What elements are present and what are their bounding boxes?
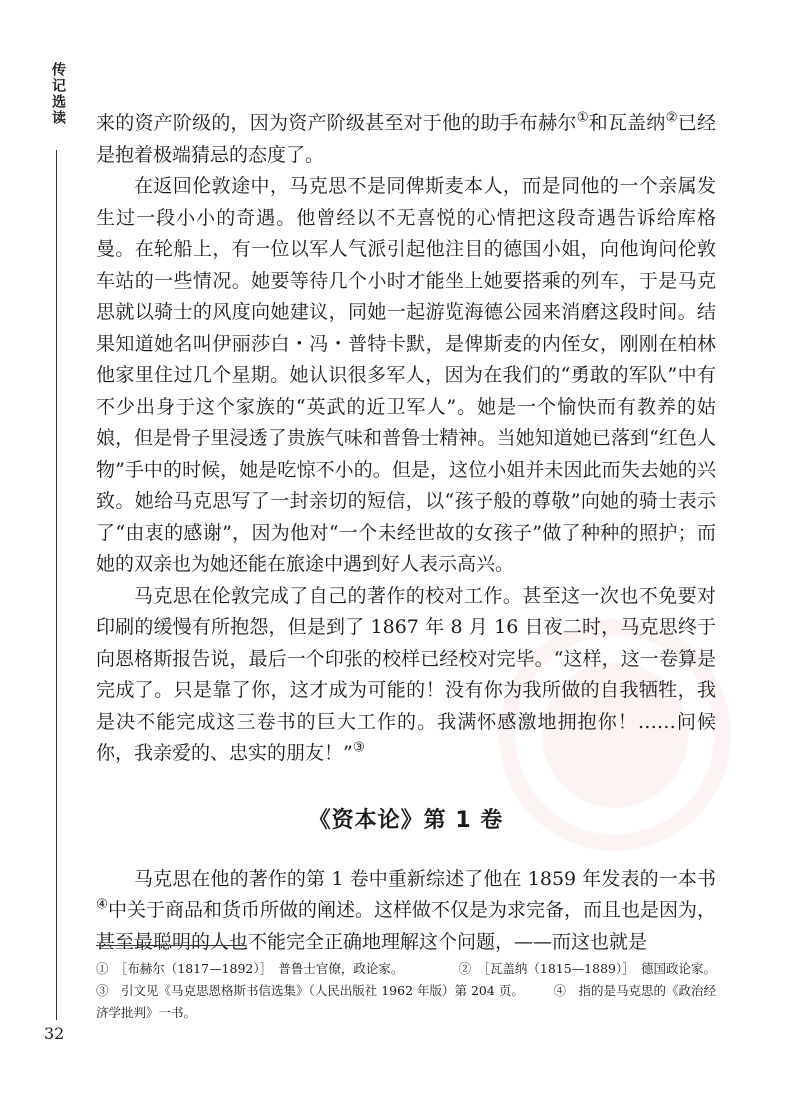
footnote-4: ④ 指的是马克思的《政治经: [553, 983, 716, 998]
footnote-1: ① ［布赫尔（1817—1892）］ 普鲁士官僚，政论家。: [96, 961, 404, 976]
paragraph: [96, 108, 716, 171]
paragraph: [96, 864, 716, 959]
paragraph-text: 马克思在他的著作的第 1 卷中重新综述了他在 1859 年发表的一本书: [134, 867, 716, 890]
paragraph-group: [96, 864, 716, 959]
body-text: [96, 108, 716, 958]
paragraph-text: 已经是抱着极端猜忌的态度了。: [96, 112, 716, 166]
footnote-row: [96, 958, 716, 980]
paragraph-text: 和瓦盖纳: [588, 112, 666, 134]
footnote-4-continued: 济学批判》一书。: [96, 1005, 197, 1020]
side-label: 传记选读: [50, 62, 66, 126]
footnote-3: ③ 引文见《马克思恩格斯书信选集》（人民出版社 1962 年版）第 204 页。: [96, 983, 524, 998]
footnote-row: [96, 980, 716, 1002]
paragraph-text: 马克思在伦敦完成了自己的著作的校对工作。甚至这一次也不免要对印刷的缓慢有所抱怨，但是到了 1867 年 8 月 16 日夜二时，马克思终于向恩格斯报告说，最后一个印张的校样已经校对完毕。“这样，这一卷算是完成了。只是靠了你，这才成为可能的！没有你为我所做的自我牺牲，我是决不能完成这三卷书的巨大工作的。我满怀感激地拥抱你！……问候你，我亲爱的、忠实的朋友！”: [96, 584, 716, 764]
paragraph: [96, 171, 716, 581]
paragraph: [96, 581, 716, 770]
section-title: 《资本论》第 1 卷: [308, 807, 504, 833]
paragraph-group: [96, 108, 716, 770]
paragraph-text: 中关于商品和货币所做的阐述。这样做不仅是为求完备，而且也是因为，甚至最聪明的人也不能完全正确地理解这个问题，——而这也就是: [96, 899, 716, 953]
footnote-marker: ④: [96, 897, 108, 913]
footnotes: [96, 958, 716, 1024]
page-number: 32: [44, 1024, 65, 1043]
paragraph-text: 在返回伦敦途中，马克思不是同俾斯麦本人，而是同他的一个亲属发生过一段小小的奇遇。他曾经以不无喜悦的心情把这段奇遇告诉给库格曼。在轮船上，有一位以军人气派引起他注目的德国小姐，向他询问伦敦车站的一些情况。她要等待几个小时才能坐上她要搭乘的列车，于是马克思就以骑士的风度向她建议，同她一起游览海德公园来消磨这段时间。结果知道她名叫伊丽莎白・冯・普特卡默，是俾斯麦的内侄女，刚刚在柏林他家里住过几个星期。她认识很多军人，因为在我们的“勇敢的军队”中有不少出身于这个家族的“英武的近卫军人”。她是一个愉快而有教养的姑娘，但是骨子里浸透了贵族气味和普鲁士精神。当她知道她已落到“红色人物”手中的时候，她是吃惊不小的。但是，这位小姐并未因此而失去她的兴致。她给马克思写了一封亲切的短信，以“孩子般的尊敬”向她的骑士表示了“由衷的感谢”，因为他对“一个未经世故的女孩子”做了种种的照护；而她的双亲也为她还能在旅途中遇到好人表示高兴。: [96, 175, 716, 575]
footnote-marker: ③: [352, 740, 365, 756]
paragraph-text: 来的资产阶级的，因为资产阶级甚至对于他的助手布赫尔: [96, 112, 577, 134]
side-rule: [56, 150, 57, 1020]
footnote-marker: ②: [665, 110, 678, 126]
footnote-marker: ①: [576, 110, 589, 126]
footnote-rule: [96, 945, 246, 946]
footnote-2: ② ［瓦盖纳（1815—1889）］ 德国政论家。: [458, 961, 716, 976]
